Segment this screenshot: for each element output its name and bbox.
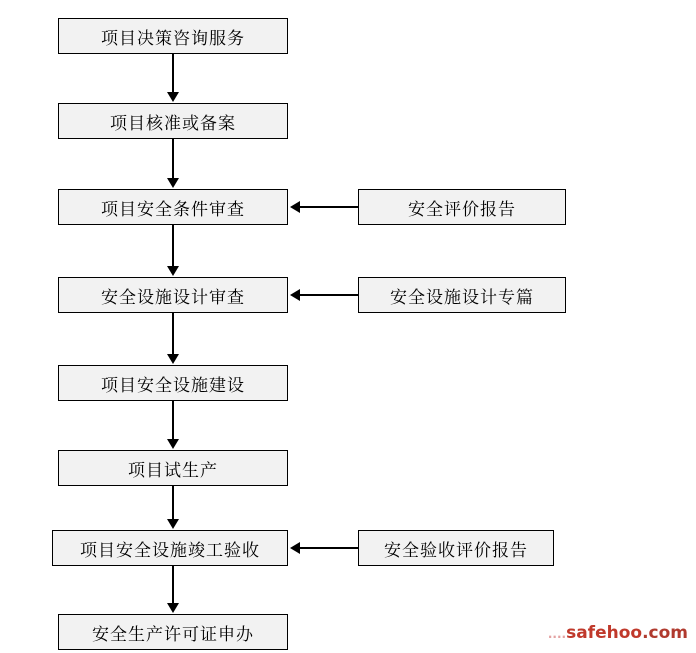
watermark-tail: .com (642, 623, 688, 643)
flow-node-safety-acceptance-evaluation-report: 安全验收评价报告 (358, 530, 554, 566)
connector-n4-n5 (172, 313, 174, 355)
arrowhead-n4-n5 (167, 354, 179, 364)
arrowhead-s3-n7 (290, 542, 300, 554)
arrowhead-s2-n4 (290, 289, 300, 301)
watermark-name: safehoo (566, 623, 643, 643)
flow-node-safety-facility-construction: 项目安全设施建设 (58, 365, 288, 401)
arrowhead-n6-n7 (167, 519, 179, 529)
arrowhead-n5-n6 (167, 439, 179, 449)
arrowhead-s1-n3 (290, 201, 300, 213)
connector-s2-n4 (300, 294, 358, 296)
connector-n2-n3 (172, 139, 174, 179)
flow-node-safety-facility-acceptance: 项目安全设施竣工验收 (52, 530, 288, 566)
connector-n6-n7 (172, 486, 174, 520)
site-watermark (548, 623, 688, 643)
arrowhead-n2-n3 (167, 178, 179, 188)
flow-node-safety-production-license: 安全生产许可证申办 (58, 614, 288, 650)
flow-node-project-approval-or-filing: 项目核准或备案 (58, 103, 288, 139)
arrowhead-n7-n8 (167, 603, 179, 613)
connector-s3-n7 (300, 547, 358, 549)
arrowhead-n1-n2 (167, 92, 179, 102)
connector-n5-n6 (172, 401, 174, 440)
connector-n7-n8 (172, 566, 174, 604)
flow-node-safety-facility-design-chapter: 安全设施设计专篇 (358, 277, 566, 313)
connector-s1-n3 (300, 206, 358, 208)
flow-node-safety-evaluation-report: 安全评价报告 (358, 189, 566, 225)
flow-node-trial-production: 项目试生产 (58, 450, 288, 486)
connector-n1-n2 (172, 54, 174, 93)
flow-node-safety-condition-review: 项目安全条件审查 (58, 189, 288, 225)
flow-node-project-decision-consulting: 项目决策咨询服务 (58, 18, 288, 54)
flow-node-safety-facility-design-review: 安全设施设计审查 (58, 277, 288, 313)
arrowhead-n3-n4 (167, 266, 179, 276)
watermark-dots: .... (547, 627, 567, 641)
connector-n3-n4 (172, 225, 174, 267)
